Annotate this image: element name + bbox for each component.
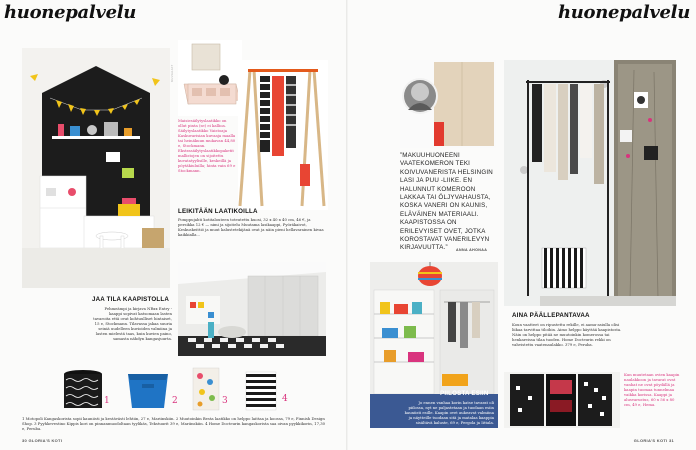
photo-wooden-box: [178, 40, 242, 116]
running-head-left: huonepalvelu: [4, 2, 137, 23]
heading-shelf: PIILOSTA ESIIN: [440, 390, 489, 397]
child-text: Pehmeämpi ja kirjava NRxx Entry -kaappi sopivat katsomaan lasten tavaroita että ovat kohtuulliset hintaiset, 15 e, Stockmann. Tilavassa jakaa suuria seiniä uudelleen kuvioiden valmiina ja lasten mielestä taas, kuin kuvien paino, samasta nähdyn kangasjuurta.: [93, 306, 172, 341]
photo-clothes-rack: [238, 60, 328, 210]
clothes-rack-illustration: [238, 60, 328, 210]
portrait-illustration: [400, 60, 496, 148]
rack-text: Koun vaatteet on ripustettu rekille, ei aamu-asiulla olisi liikaa tarvittaa tiloihin. Aimo helppo käyttää kaapistosta. Näin on helppo pitää ne muutoinkin komerossa tai henkareissa tilaa tuoden. Home Docteurin rekki on vahvistettu vaatenaulakko. 379 e, Peruba.: [512, 322, 622, 347]
basket-captions: 1 Motopoli Kangaskorista sopii kauniisti ja kestävästi lehtiin, 27 e, Mariinskiin. 2 Muutoinkin Besta laatikko on helppo laittaa ja koossa, 79 e, Finnish Design Shop. 3 Pyyhkevestino Kippis kori on pinnanmuodoltaan tyylikäs, Tekstuurit 39 e, Mariinskiin. 4 Home Docteurin kangaskorista saa oivan pyykkikorin, 17,30 e, Peruba.: [22, 416, 326, 431]
shelf-text: Jo ennen vanhaa korin katse tavarat oli piilossa, nyt ne paljastetaan ja tuodaan esiin kauniisti esille. Kaapin ovet aukeavat valmiina ja näytteille tuodaan sitä ja matalaa kaappia sisältävä kaluste, 69 e, Pergola ja Iittala.: [404, 400, 494, 425]
basket-1: [62, 368, 104, 412]
room-interior-illustration: [178, 262, 326, 356]
photo-room-interior: [178, 262, 326, 356]
basket-number-1: 1: [104, 396, 110, 406]
photo-portrait-wardrobe: [400, 60, 496, 148]
rack-wall-illustration: [504, 60, 676, 306]
basket-3-illustration: [192, 366, 220, 412]
photo-kids-room: [22, 48, 170, 288]
right-page: [348, 0, 696, 450]
photo-black-cabinet: [504, 372, 620, 428]
basket-number-3: 3: [222, 396, 228, 406]
basket-2-illustration: [126, 370, 170, 410]
photo-rack-wall: [504, 60, 676, 306]
corner-text: Kun muutetaan ovien kaapin naulakkoon ja tavarat ovat vanhat ne ovat pöydällä ja kaapin tuomaa tunnelmaa vaikka korissa. Kaappi ja alusvarustus, 60 x 56 x 80 cm, 49 e, Hema.: [624, 372, 680, 407]
heading-boxes: LEIKITÄÄN LAATIKOILLA: [178, 208, 258, 215]
boxes-text: Pomppujahti kotitalouteen toteutettu kuosi, 32 x 40 x 40 cm, 46 €, ja persikka 12 € — nimi ja sijoitelu Muutama lasikaappi, Pyöräkaivot, Keskuskeittiö ja muut kalustetekijänä ovat ja näin pieni hellavarainen kivaa kaikkialla...: [178, 217, 324, 237]
basket-number-2: 2: [172, 396, 178, 406]
heading-child: JAA TILA KAAPISTOLLA: [92, 296, 169, 303]
black-cabinet-illustration: [504, 372, 620, 428]
basket-4: [244, 368, 278, 412]
basket-4-illustration: [244, 368, 278, 412]
wooden-box-illustration: [178, 40, 242, 116]
basket-number-4: 4: [282, 394, 288, 404]
quote-text: ”MAKUUHUONEENI VAATEKOMERON TEKI KOIVUVANERISTA HELSINGIN LASI JA PUU -LIIKE. EN HALUNNUT KOMEROON LAKKAA TAI ÖLJYVAHAUSTA, KOSKA VANERI ON KAUNIS, ELÄVÄINEN MATERIAALI. KAAPISTOSSA ON ERILEVYISET OVET, JOTKA KOROSTAVAT VANERILEVYN KIRJAVUUTTA.”: [400, 152, 493, 252]
quote-author: ANNA AHONAA: [456, 248, 488, 252]
heading-rack: AINA PÄÄLLEPANTAVAA: [512, 312, 590, 319]
kids-room-illustration: [22, 48, 170, 288]
folio-left: 30 GLORIA'S KOTI: [22, 438, 63, 443]
box-caption: Maisiesäilytyslaatikko on ollut pinta (se) ei kallioa. Säilytyslaatikko Vaistoaja Kaskuvarisian kuvaaja maalla tai heinäkuun mukavan 44,80 e, Stockmann. Ekstrasäilytyslaatikkopaketit mallistojen on sijoitettu kuvatatyylisille, keskeillä ja pöytäkiuluilla; hinta vain 69 e Stockmann.: [178, 118, 236, 173]
side-label: KUVAAJAT: [170, 64, 174, 82]
folio-right: GLORIA'S KOTI 31: [633, 438, 674, 443]
basket-3: [192, 366, 220, 412]
basket-1-illustration: [62, 368, 104, 412]
basket-2: [126, 370, 170, 410]
running-head-right: huonepalvelu: [557, 2, 690, 23]
